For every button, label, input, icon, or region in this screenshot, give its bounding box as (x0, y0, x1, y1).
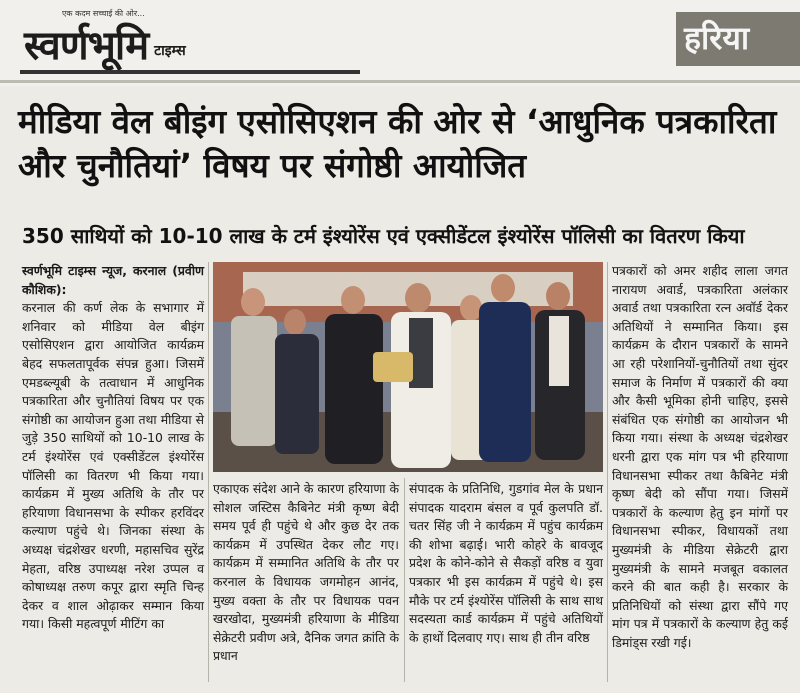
column-3-text: संपादक के प्रतिनिधि, गुडगांव मेल के प्रधान संपादक यादराम बंसल व पूर्व कुलपति डॉ. चतर सिंह जी ने कार्यक्रम में पहुंच कार्यक्रम की शोभा बढ़ाई। भारी कोहरे के बावजूद प्रदेश के कोने-कोने से सैकड़ों वरिष्ठ व युवा पत्रकार भी इस कार्यक्रम में पहुंचे थे। इस मौके पर टर्म इंश्योरेंस पॉलिसी के साथ साथ सदस्यता कार्ड कार्यक्रम में पहुंचे अतिथियों के हाथों दिलवाए गए। साथ ही तीन वरिष्ठ (409, 481, 603, 645)
column-1-text: करनाल की कर्ण लेक के सभागार में शनिवार को मीडिया वेल बीइंग एसोसिएशन द्वारा आयोजित कार्यक्रम बेहद सफलतापूर्वक संपन्न हुआ। जिसमें एमडब्ल्यूबी के तत्वाधान में आधुनिक पत्रकारिता और चुनौतियां विषय पर एक संगोष्ठी का आयोजन हुआ तथा मीडिया से जुड़े 350 साथियों को 10-10 लाख के टर्म इंश्योरेंस एवं एक्सीडेंटल इंश्योरेंस पॉलिसी का वितरण भी किया गया। कार्यक्रम में मुख्य अतिथि के तौर पर हरियाणा विधानसभा के स्पीकर हरविंदर कल्याण पहुंचे थे। जिनका संस्था के अध्यक्ष चंद्रशेखर धरणी, महासचिव सुरेंद्र मेहता, वरिष्ठ उपाध्यक्ष नरेश उप्पल व कोषाध्यक्ष तरुण कपूर द्वारा स्मृति चिन्ह देकर व शाल ओढ़ाकर सम्मान किया गया। किसी महत्वपूर्ण मीटिंग का (22, 300, 204, 632)
column-divider (404, 478, 405, 682)
column-divider (607, 262, 608, 682)
masthead-divider (0, 80, 800, 83)
column-4-text: पत्रकारों को अमर शहीद लाला जगत नारायण अवार्ड, पत्रकारिता अलंकार अवार्ड तथा पत्रकारिता रत्न अवॉर्ड देकर अतिथियों ने सम्मानित किया। इस कार्यक्रम के दौरान पत्रकारों के सामने आ रही परेशानियों-चुनौतियों तथा सुंदर समाज के निर्माण में पत्रकारों की क्या और कैसी भूमिका होनी चाहिए, इससे संबंधित एक संगोष्ठी का आयोजन भी किया गया। संस्था के अध्यक्ष चंद्रशेखर धरनी द्वारा एक मांग पत्र भी हरियाणा विधानसभा स्पीकर तथा कैबिनेट मंत्री कृष्ण बेदी को सौंपा गया। जिसमें पत्रकारों के कल्याण हेतु इन मांगों पर विधानसभा स्पीकर, विधायकों तथा मुख्यमंत्री के मीडिया सेक्रेटरी द्वारा मुख्यमंत्री के सामने मजबूत वकालत करने की बात कही है। सरकार के प्रतिनिधियों को संस्था द्वारा सौंपे गए मांग पत्र में पत्रकारों के कल्याण हेतु कई डिमांड्स रखी गई। (612, 263, 788, 650)
article-column-1 (22, 262, 204, 634)
logo-underline (20, 70, 360, 74)
group-photo-illustration (213, 262, 603, 472)
column-divider (208, 262, 209, 682)
column-2-text: एकाएक संदेश आने के कारण हरियाणा के सोशल जस्टिस कैबिनेट मंत्री कृष्ण बेदी समय पूर्व ही पहुंचे थे और कुछ देर तक कार्यक्रम में उपस्थित देकर लौट गए। कार्यक्रम में सम्मानित अतिथि के तौर पर करनाल के विधायक जगमोहन आनंद, मुख्य वक्ता के तौर पर विधायक पवन खरखोदा, मुख्यमंत्री हरियाणा के मीडिया सेक्रेटरी प्रवीण अत्रे, दैनिक जगत क्रांति के प्रधान (213, 481, 399, 664)
article-column-3 (409, 480, 603, 647)
logo-main-text: स्वर्णभूमि (24, 22, 149, 69)
section-label: हरिया (684, 19, 750, 57)
article-subheadline: 350 साथियों को 10-10 लाख के टर्म इंश्योरेंस एवं एक्सीडेंटल इंश्योरेंस पॉलिसी का वितरण किया (22, 224, 745, 248)
article-byline: स्वर्णभूमि टाइम्स न्यूज, करनाल (प्रवीण कौशिक): (22, 263, 204, 297)
masthead (0, 0, 800, 86)
newspaper-logo (24, 20, 186, 70)
masthead-tagline: एक कदम सच्चाई की ओर... (62, 9, 145, 18)
article-column-4 (612, 262, 788, 652)
article-column-2 (213, 480, 399, 666)
news-photo (213, 262, 603, 472)
article-headline: मीडिया वेल बीइंग एसोसिएशन की ओर से ‘आधुनिक पत्रकारिता और चुनौतियां’ विषय पर संगोष्ठी आयोजित (18, 102, 777, 185)
logo-sub-text: टाइम्स (154, 43, 186, 59)
